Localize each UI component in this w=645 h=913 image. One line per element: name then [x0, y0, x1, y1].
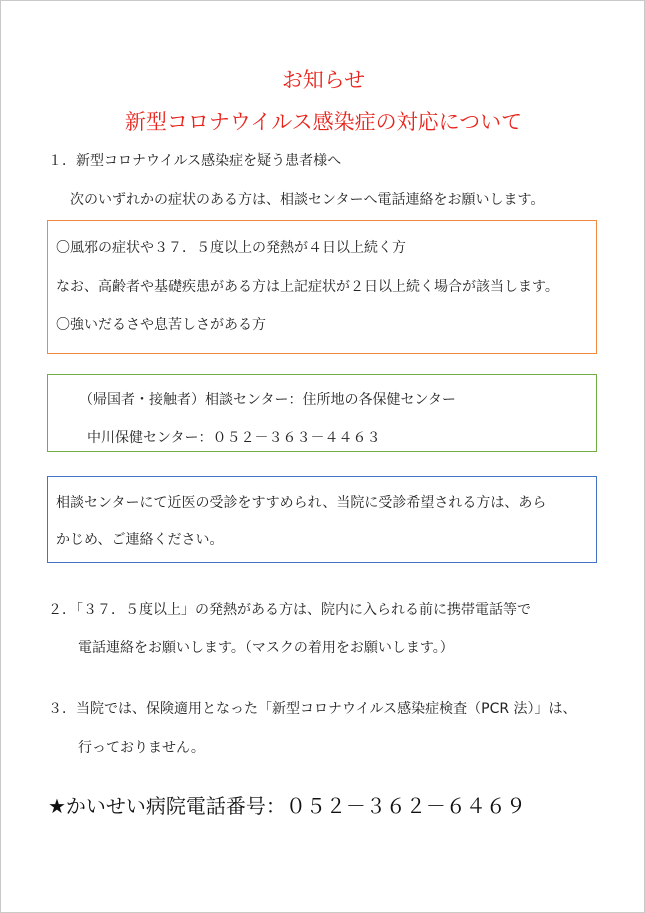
- note-line-1: 相談センターにて近医の受診をすすめられ、当院に受診希望される方は、あら: [56, 495, 547, 511]
- hospital-phone-line: ★かいせい病院電話番号：０５２－３６２－６４６９: [48, 794, 526, 818]
- symptoms-box: [47, 220, 597, 354]
- section3-line-1: ３．当院では、保険適用となった「新型コロナウイルス感染症検査（PCR 法）」は、: [48, 701, 577, 717]
- note-box: [47, 476, 597, 563]
- page-title: お知らせ: [281, 68, 366, 92]
- section2-line-1: ２．「３７．５度以上」の発熱がある方は、院内に入られる前に携帯電話等で: [48, 602, 531, 618]
- symptom-line-3: 〇強いだるさや息苦しさがある方: [56, 317, 266, 333]
- section2-line-2: 電話連絡をお願いします。（マスクの着用をお願いします。）: [78, 640, 454, 656]
- section3-line-2: 行っておりません。: [78, 740, 205, 756]
- page-subtitle: 新型コロナウイルス感染症の対応について: [124, 110, 523, 134]
- consultation-center-box: [47, 374, 597, 452]
- note-line-2: かじめ、ご連絡ください。: [56, 532, 224, 548]
- symptom-line-1: 〇風邪の症状や３７．５度以上の発熱が４日以上続く方: [56, 240, 406, 256]
- center-phone-line: 中川保健センター：０５２－３６３－４４６３: [87, 430, 381, 446]
- section1-heading: １．新型コロナウイルス感染症を疑う患者様へ: [48, 153, 342, 169]
- section1-intro: 次のいずれかの症状のある方は、相談センターへ電話連絡をお願いします。: [70, 192, 545, 208]
- symptom-line-2: なお、高齢者や基礎疾患がある方は上記症状が２日以上続く場合が該当します。: [56, 279, 559, 295]
- center-line-1: （帰国者・接触者）相談センター：住所地の各保健センター: [79, 392, 456, 408]
